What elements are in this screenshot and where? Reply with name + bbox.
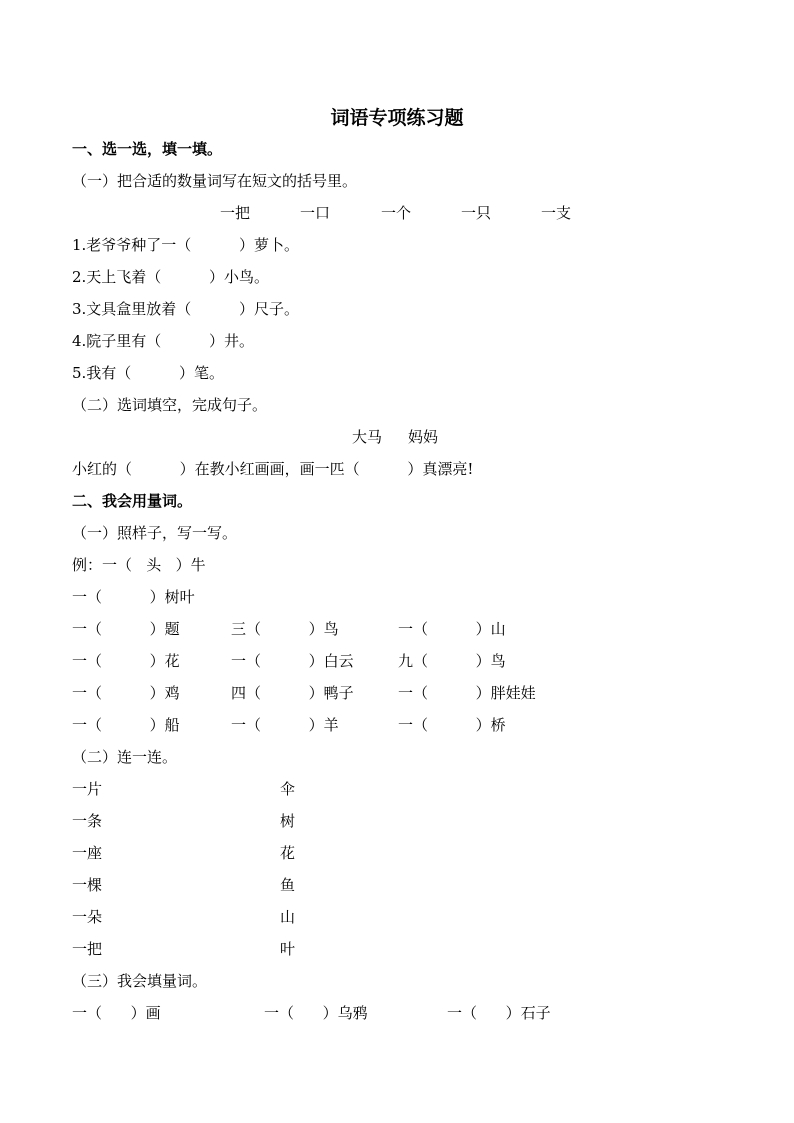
measure-item: 三（ ）鸟 [231,620,339,638]
option-word: 一只 [461,204,492,222]
option-word: 一口 [300,204,331,222]
match-right-item: 伞 [280,780,296,798]
section2-part1-instruction: （一）照样子，写一写。 [72,524,238,542]
fill-item: 1.老爷爷种了一（ ）萝卜。 [72,236,299,254]
match-left-item: 一条 [72,812,103,830]
measure-item: 一（ ）题 [72,620,180,638]
example-line: 例：一（ 头 ）牛 [72,556,206,574]
measure-item: 一（ ）山 [398,620,506,638]
measure-item: 一（ ）羊 [231,716,339,734]
measure-item: 一（ ）船 [72,716,180,734]
measure-item: 一（ ）树叶 [72,588,195,606]
match-left-item: 一棵 [72,876,103,894]
match-right-item: 树 [280,812,296,830]
option-word: 大马 [352,428,383,446]
match-left-item: 一把 [72,940,103,958]
measure-item: 一（ ）乌鸦 [264,1004,368,1022]
option-word: 一个 [381,204,412,222]
match-left-item: 一朵 [72,908,103,926]
measure-item: 一（ ）桥 [398,716,506,734]
measure-item: 一（ ）鸡 [72,684,180,702]
match-left-item: 一座 [72,844,103,862]
fill-item: 4.院子里有（ ）井。 [72,332,254,350]
match-right-item: 花 [280,844,296,862]
measure-item: 一（ ）画 [72,1004,161,1022]
measure-item: 四（ ）鸭子 [231,684,354,702]
page-title: 词语专项练习题 [330,107,464,129]
match-right-item: 叶 [280,940,296,958]
measure-item: 一（ ）白云 [231,652,354,670]
measure-item: 一（ ）花 [72,652,180,670]
section2-part3-instruction: （三）我会填量词。 [72,972,208,990]
match-left-item: 一片 [72,780,103,798]
measure-item: 一（ ）胖娃娃 [398,684,536,702]
section2-part2-instruction: （二）连一连。 [72,748,178,766]
option-word: 妈妈 [408,428,439,446]
section1-part2-instruction: （二）选词填空，完成句子。 [72,396,268,414]
match-right-item: 山 [280,908,296,926]
fill-sentence: 小红的（ ）在教小红画画，画一匹（ ）真漂亮! [72,460,474,478]
fill-item: 2.天上飞着（ ）小鸟。 [72,268,269,286]
option-word: 一把 [220,204,251,222]
section1-heading: 一、选一选，填一填。 [72,140,223,158]
section2-heading: 二、我会用量词。 [72,492,193,510]
match-right-item: 鱼 [280,876,296,894]
fill-item: 5.我有（ ）笔。 [72,364,224,382]
measure-item: 九（ ）鸟 [398,652,506,670]
section1-part1-instruction: （一）把合适的数量词写在短文的括号里。 [72,172,358,190]
measure-item: 一（ ）石子 [447,1004,551,1022]
option-word: 一支 [541,204,572,222]
fill-item: 3.文具盒里放着（ ）尺子。 [72,300,299,318]
